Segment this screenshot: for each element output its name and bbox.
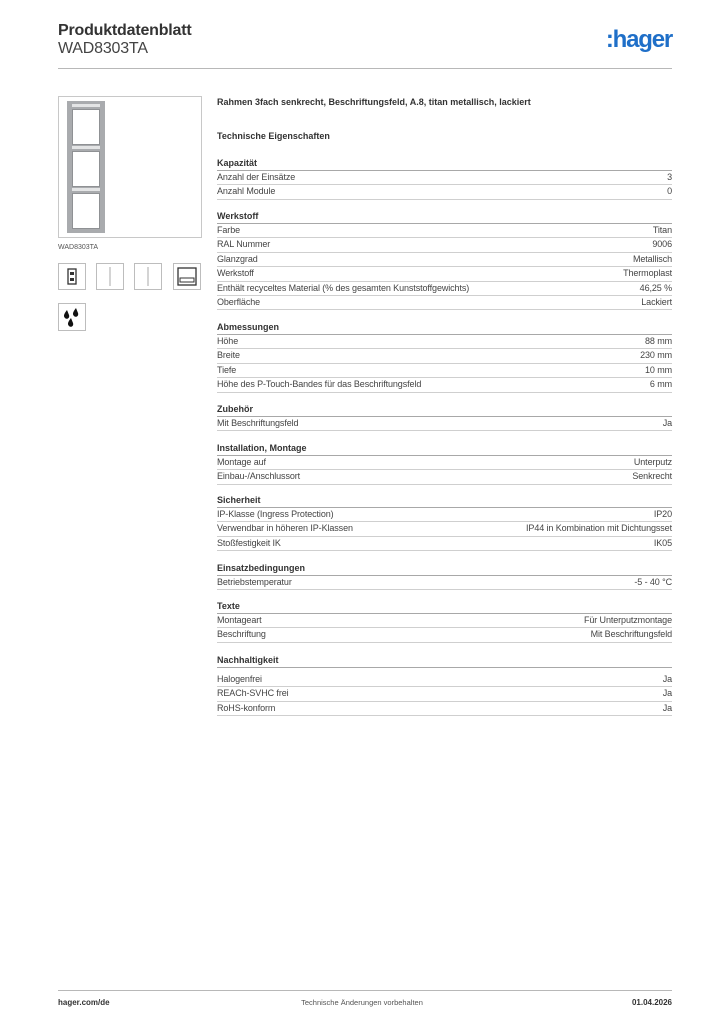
section-material	[217, 210, 672, 310]
row-value: Ja	[662, 418, 672, 428]
table-row	[217, 537, 672, 551]
label-field	[72, 146, 100, 149]
table-row	[217, 576, 672, 590]
section-operating-conditions	[217, 562, 672, 590]
table-row	[217, 614, 672, 628]
row-label: Glanzgrad	[217, 253, 258, 264]
section-title: Kapazität	[217, 157, 672, 171]
table-row	[217, 364, 672, 378]
footer-date: 01.04.2026	[631, 998, 672, 1007]
row-value: 9006	[652, 239, 672, 250]
row-value: Senkrecht	[632, 471, 672, 482]
section-sustainability	[217, 654, 672, 716]
row-value: IP44 in Kombination mit Dichtungsset	[526, 523, 672, 534]
row-label: Verwendbar in höheren IP-Klassen	[217, 523, 353, 534]
section-title: Werkstoff	[217, 210, 672, 224]
product-code: WAD8303TA	[58, 40, 148, 57]
table-row	[217, 470, 672, 484]
row-label: Tiefe	[217, 364, 237, 375]
row-label: REACh-SVHC frei	[217, 688, 289, 699]
frame-opening-bottom	[72, 193, 100, 229]
blank-line-icon	[96, 263, 124, 290]
table-row	[217, 378, 672, 392]
switch-symbol-icon	[58, 263, 86, 290]
row-value: Unterputz	[633, 457, 672, 467]
row-label: Stoßfestigkeit IK	[217, 537, 281, 548]
document-title: Produktdatenblatt	[58, 22, 192, 39]
row-label: Montage auf	[217, 457, 266, 467]
section-safety	[217, 494, 672, 551]
row-label: Breite	[217, 350, 240, 361]
row-label: Oberfläche	[217, 296, 261, 307]
section-title: Zubehör	[217, 403, 672, 417]
table-row	[217, 267, 672, 281]
table-row	[217, 185, 672, 199]
footer-divider	[58, 990, 672, 991]
table-row	[217, 224, 672, 238]
frame-opening-top	[72, 109, 100, 145]
row-value: Mit Beschriftungsfeld	[590, 629, 672, 640]
row-value: Metallisch	[632, 253, 672, 264]
table-row	[217, 335, 672, 349]
row-value: Ja	[662, 702, 672, 713]
table-row	[217, 349, 672, 363]
row-label: Einbau-/Anschlussort	[217, 471, 301, 482]
technical-properties-title: Technische Eigenschaften	[217, 131, 330, 141]
row-value: 0	[667, 186, 672, 197]
product-description: Rahmen 3fach senkrecht, Beschriftungsfeld, A.8, titan metallisch, lackiert	[217, 97, 531, 107]
label-field	[72, 104, 100, 107]
table-row	[217, 702, 672, 716]
page-header	[58, 20, 672, 70]
row-value: IP20	[653, 509, 672, 519]
row-value: Thermoplast	[623, 268, 672, 279]
section-title: Abmessungen	[217, 321, 672, 335]
row-value: Lackiert	[641, 296, 672, 307]
footer-notice: Technische Änderungen vorbehalten	[301, 998, 423, 1007]
row-value: 3	[667, 172, 672, 182]
row-label: Beschriftung	[217, 629, 266, 640]
row-value: 6 mm	[649, 379, 672, 390]
frame-label-icon	[173, 263, 201, 290]
row-label: RoHS-konform	[217, 702, 276, 713]
row-label: Höhe	[217, 336, 239, 346]
row-label: Anzahl der Einsätze	[217, 172, 296, 182]
table-row	[217, 508, 672, 522]
table-row	[217, 522, 672, 536]
section-texts	[217, 600, 672, 643]
table-row	[217, 296, 672, 310]
water-drops-icon	[58, 303, 86, 331]
section-title: Installation, Montage	[217, 442, 672, 456]
footer-website-link[interactable]: hager.com/de	[58, 998, 110, 1007]
row-value: Ja	[662, 674, 672, 684]
table-row	[217, 456, 672, 470]
hager-logo: :hager	[605, 26, 672, 53]
table-row	[217, 687, 672, 701]
row-value: 88 mm	[644, 336, 672, 346]
table-row	[217, 673, 672, 687]
row-value: Für Unterputzmontage	[583, 615, 672, 625]
table-row	[217, 171, 672, 185]
row-label: Enthält recyceltes Material (% des gesamten Kunststoffgewichts)	[217, 282, 470, 293]
section-capacity	[217, 157, 672, 200]
row-value: 46,25 %	[639, 282, 672, 293]
row-label: Mit Beschriftungsfeld	[217, 418, 299, 428]
row-label: Montageart	[217, 615, 262, 625]
section-title: Nachhaltigkeit	[217, 654, 672, 668]
image-caption: WAD8303TA	[58, 244, 99, 251]
frame-illustration	[67, 101, 105, 233]
frame-opening-middle	[72, 151, 100, 187]
row-value: Ja	[662, 688, 672, 699]
table-row	[217, 628, 672, 642]
product-image	[58, 96, 202, 238]
table-row	[217, 417, 672, 431]
section-dimensions	[217, 321, 672, 393]
row-label: IP-Klasse (Ingress Protection)	[217, 509, 334, 519]
section-installation	[217, 442, 672, 485]
blank-line-icon	[134, 263, 162, 290]
row-value: IK05	[653, 537, 672, 548]
header-divider	[58, 68, 672, 69]
table-row	[217, 282, 672, 296]
row-label: Halogenfrei	[217, 674, 262, 684]
row-label: RAL Nummer	[217, 239, 271, 250]
section-accessories	[217, 403, 672, 431]
section-title: Texte	[217, 600, 672, 614]
section-title: Sicherheit	[217, 494, 672, 508]
row-value: 10 mm	[644, 364, 672, 375]
label-field	[72, 188, 100, 191]
row-label: Farbe	[217, 225, 241, 235]
row-label: Werkstoff	[217, 268, 254, 279]
table-row	[217, 238, 672, 252]
row-label: Betriebstemperatur	[217, 577, 292, 587]
row-label: Höhe des P-Touch-Bandes für das Beschriftungsfeld	[217, 379, 422, 390]
section-title: Einsatzbedingungen	[217, 562, 672, 576]
table-row	[217, 253, 672, 267]
row-value: -5 - 40 °C	[634, 577, 672, 587]
row-value: 230 mm	[640, 350, 672, 361]
row-value: Titan	[652, 225, 672, 235]
row-label: Anzahl Module	[217, 186, 276, 197]
